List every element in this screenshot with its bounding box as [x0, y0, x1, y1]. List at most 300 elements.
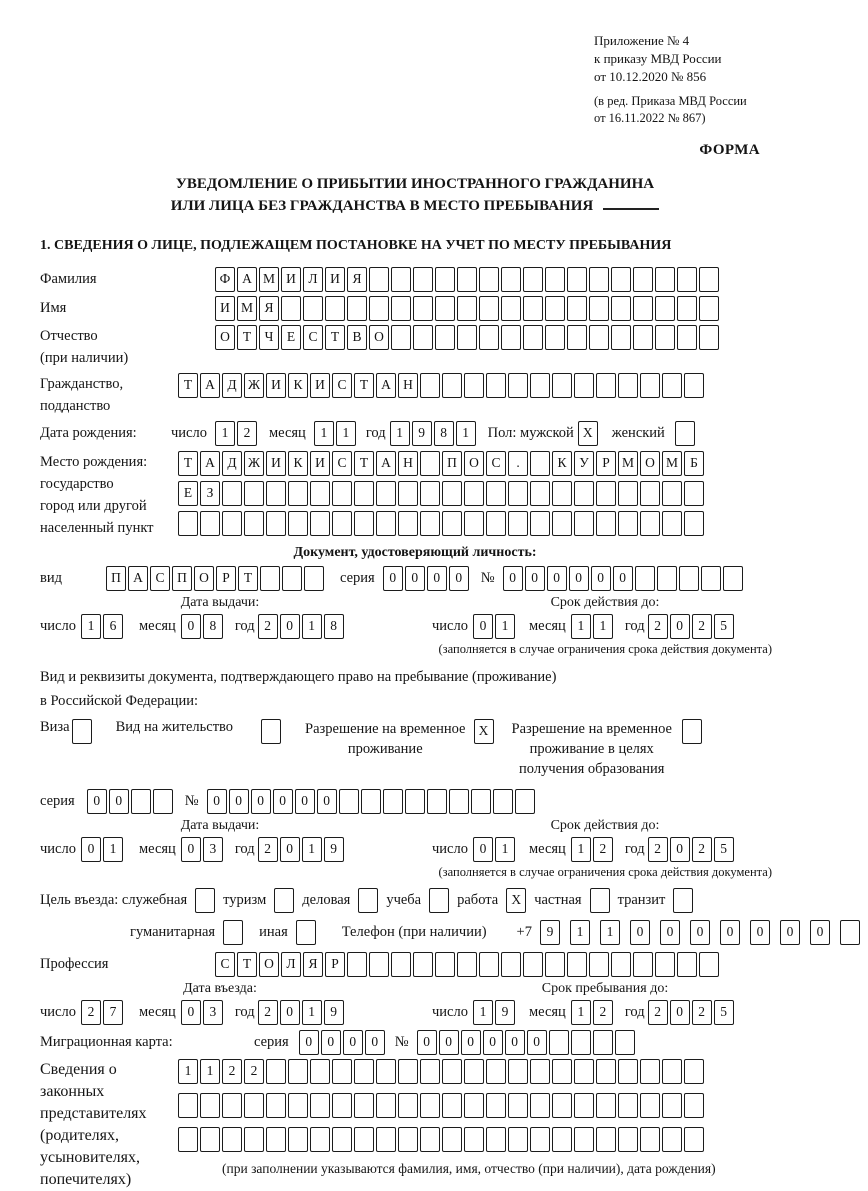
- char-cell-empty[interactable]: [261, 719, 281, 744]
- char-cell-empty[interactable]: [391, 267, 411, 292]
- char-cell-empty[interactable]: [420, 1059, 440, 1084]
- char-cell-filled[interactable]: 0: [473, 837, 493, 862]
- char-cell-empty[interactable]: [618, 511, 638, 536]
- char-cell-filled[interactable]: Н: [398, 373, 418, 398]
- char-cell-empty[interactable]: [376, 511, 396, 536]
- char-cell-empty[interactable]: [178, 1093, 198, 1118]
- char-cell-empty[interactable]: [611, 296, 631, 321]
- char-cell-filled[interactable]: 0: [181, 614, 201, 639]
- char-cell-empty[interactable]: [391, 296, 411, 321]
- char-cell-filled[interactable]: О: [464, 451, 484, 476]
- char-cell-empty[interactable]: [413, 267, 433, 292]
- char-cell-empty[interactable]: [376, 1127, 396, 1152]
- char-cell-empty[interactable]: [574, 1059, 594, 1084]
- char-cell-empty[interactable]: [391, 952, 411, 977]
- char-cell-empty[interactable]: [655, 296, 675, 321]
- char-cell-filled[interactable]: П: [106, 566, 126, 591]
- char-cell-filled[interactable]: 1: [495, 614, 515, 639]
- char-cell-filled[interactable]: И: [310, 451, 330, 476]
- char-cell-filled[interactable]: О: [640, 451, 660, 476]
- char-cell-filled[interactable]: 0: [251, 789, 271, 814]
- char-cell-empty[interactable]: [200, 1127, 220, 1152]
- char-cell-empty[interactable]: [222, 1093, 242, 1118]
- char-cell-empty[interactable]: [684, 511, 704, 536]
- char-cell-empty[interactable]: [413, 325, 433, 350]
- char-cell-empty[interactable]: [131, 789, 151, 814]
- char-cell-empty[interactable]: [662, 1093, 682, 1118]
- char-cell-filled[interactable]: 0: [525, 566, 545, 591]
- char-cell-empty[interactable]: [244, 511, 264, 536]
- char-cell-filled[interactable]: 9: [412, 421, 432, 446]
- char-cell-empty[interactable]: [435, 952, 455, 977]
- char-cell-empty[interactable]: [420, 1093, 440, 1118]
- char-cell-empty[interactable]: [244, 1093, 264, 1118]
- char-cell-filled[interactable]: 2: [648, 837, 668, 862]
- char-cell-empty[interactable]: [486, 373, 506, 398]
- char-cell-empty[interactable]: [429, 888, 449, 913]
- char-cell-filled[interactable]: 8: [203, 614, 223, 639]
- char-cell-empty[interactable]: [567, 325, 587, 350]
- char-cell-empty[interactable]: [464, 481, 484, 506]
- char-cell-empty[interactable]: [288, 511, 308, 536]
- char-cell-empty[interactable]: [523, 267, 543, 292]
- char-cell-filled[interactable]: Я: [303, 952, 323, 977]
- char-cell-empty[interactable]: [552, 1127, 572, 1152]
- char-cell-filled[interactable]: Т: [178, 451, 198, 476]
- char-cell-filled[interactable]: 2: [258, 837, 278, 862]
- char-cell-empty[interactable]: [673, 888, 693, 913]
- char-cell-empty[interactable]: [662, 511, 682, 536]
- char-cell-filled[interactable]: 0: [81, 837, 101, 862]
- char-cell-filled[interactable]: 5: [714, 614, 734, 639]
- char-cell-filled[interactable]: 0: [109, 789, 129, 814]
- char-cell-filled[interactable]: 1: [302, 1000, 322, 1025]
- char-cell-filled[interactable]: Е: [281, 325, 301, 350]
- char-cell-empty[interactable]: [479, 325, 499, 350]
- char-cell-filled[interactable]: 2: [692, 1000, 712, 1025]
- char-cell-empty[interactable]: [640, 511, 660, 536]
- char-cell-empty[interactable]: [684, 481, 704, 506]
- char-cell-filled[interactable]: К: [552, 451, 572, 476]
- char-cell-empty[interactable]: [339, 789, 359, 814]
- char-cell-empty[interactable]: [222, 481, 242, 506]
- char-cell-empty[interactable]: [282, 566, 302, 591]
- char-cell-empty[interactable]: [840, 920, 860, 945]
- char-cell-filled[interactable]: 0: [630, 920, 650, 945]
- char-cell-empty[interactable]: [369, 952, 389, 977]
- char-cell-filled[interactable]: 3: [203, 837, 223, 862]
- char-cell-filled[interactable]: У: [574, 451, 594, 476]
- char-cell-filled[interactable]: Я: [347, 267, 367, 292]
- char-cell-filled[interactable]: П: [442, 451, 462, 476]
- char-cell-empty[interactable]: [574, 511, 594, 536]
- char-cell-filled[interactable]: З: [200, 481, 220, 506]
- char-cell-empty[interactable]: [640, 1093, 660, 1118]
- char-cell-filled[interactable]: С: [486, 451, 506, 476]
- char-cell-empty[interactable]: [662, 1059, 682, 1084]
- char-cell-empty[interactable]: [479, 296, 499, 321]
- char-cell-empty[interactable]: [420, 1127, 440, 1152]
- char-cell-filled[interactable]: 1: [81, 614, 101, 639]
- char-cell-empty[interactable]: [596, 511, 616, 536]
- char-cell-empty[interactable]: [347, 296, 367, 321]
- char-cell-filled[interactable]: 0: [505, 1030, 525, 1055]
- char-cell-filled[interactable]: В: [347, 325, 367, 350]
- char-cell-empty[interactable]: [266, 1093, 286, 1118]
- char-cell-empty[interactable]: [508, 1127, 528, 1152]
- char-cell-empty[interactable]: [223, 920, 243, 945]
- char-cell-empty[interactable]: [266, 481, 286, 506]
- char-cell-empty[interactable]: [281, 296, 301, 321]
- char-cell-empty[interactable]: [457, 325, 477, 350]
- char-cell-empty[interactable]: [618, 481, 638, 506]
- char-cell-filled[interactable]: 0: [280, 837, 300, 862]
- char-cell-empty[interactable]: [178, 1127, 198, 1152]
- char-cell-empty[interactable]: [332, 481, 352, 506]
- char-cell-filled[interactable]: И: [215, 296, 235, 321]
- char-cell-filled[interactable]: 2: [237, 421, 257, 446]
- char-cell-empty[interactable]: [479, 952, 499, 977]
- char-cell-empty[interactable]: [288, 1059, 308, 1084]
- char-cell-filled[interactable]: 0: [527, 1030, 547, 1055]
- char-cell-filled[interactable]: 0: [613, 566, 633, 591]
- char-cell-empty[interactable]: [662, 1127, 682, 1152]
- char-cell-filled[interactable]: А: [128, 566, 148, 591]
- char-cell-empty[interactable]: [523, 296, 543, 321]
- char-cell-empty[interactable]: [479, 267, 499, 292]
- char-cell-empty[interactable]: [655, 325, 675, 350]
- char-cell-filled[interactable]: Ф: [215, 267, 235, 292]
- char-cell-filled[interactable]: 0: [780, 920, 800, 945]
- char-cell-empty[interactable]: [596, 1093, 616, 1118]
- char-cell-filled[interactable]: 2: [593, 837, 613, 862]
- char-cell-filled[interactable]: 2: [81, 1000, 101, 1025]
- char-cell-filled[interactable]: А: [200, 451, 220, 476]
- char-cell-filled[interactable]: Е: [178, 481, 198, 506]
- char-cell-empty[interactable]: [530, 451, 550, 476]
- char-cell-filled[interactable]: Р: [596, 451, 616, 476]
- char-cell-empty[interactable]: [420, 511, 440, 536]
- char-cell-empty[interactable]: [596, 481, 616, 506]
- char-cell-empty[interactable]: [486, 481, 506, 506]
- char-cell-empty[interactable]: [442, 511, 462, 536]
- char-cell-empty[interactable]: [464, 1093, 484, 1118]
- char-cell-filled[interactable]: Р: [216, 566, 236, 591]
- char-cell-empty[interactable]: [593, 1030, 613, 1055]
- char-cell-filled[interactable]: А: [376, 373, 396, 398]
- char-cell-empty[interactable]: [618, 1127, 638, 1152]
- char-cell-empty[interactable]: [296, 920, 316, 945]
- char-cell-empty[interactable]: [655, 267, 675, 292]
- char-cell-filled[interactable]: И: [266, 373, 286, 398]
- char-cell-filled[interactable]: 0: [405, 566, 425, 591]
- char-cell-empty[interactable]: [530, 373, 550, 398]
- char-cell-filled[interactable]: 1: [314, 421, 334, 446]
- char-cell-empty[interactable]: [354, 1093, 374, 1118]
- char-cell-empty[interactable]: [442, 1093, 462, 1118]
- char-cell-empty[interactable]: [596, 373, 616, 398]
- char-cell-empty[interactable]: [332, 1093, 352, 1118]
- char-cell-empty[interactable]: [571, 1030, 591, 1055]
- char-cell-filled[interactable]: 0: [299, 1030, 319, 1055]
- char-cell-empty[interactable]: [677, 325, 697, 350]
- char-cell-empty[interactable]: [435, 296, 455, 321]
- char-cell-filled[interactable]: Д: [222, 373, 242, 398]
- char-cell-empty[interactable]: [530, 511, 550, 536]
- char-cell-empty[interactable]: [354, 1127, 374, 1152]
- char-cell-empty[interactable]: [398, 1093, 418, 1118]
- char-cell-empty[interactable]: [501, 267, 521, 292]
- char-cell-empty[interactable]: [530, 481, 550, 506]
- char-cell-empty[interactable]: [723, 566, 743, 591]
- char-cell-filled[interactable]: 0: [690, 920, 710, 945]
- char-cell-empty[interactable]: [574, 481, 594, 506]
- char-cell-filled[interactable]: 0: [280, 614, 300, 639]
- char-cell-empty[interactable]: [358, 888, 378, 913]
- char-cell-empty[interactable]: [552, 481, 572, 506]
- char-cell-filled[interactable]: 9: [540, 920, 560, 945]
- char-cell-empty[interactable]: [442, 481, 462, 506]
- char-cell-empty[interactable]: [515, 789, 535, 814]
- char-cell-filled[interactable]: А: [200, 373, 220, 398]
- char-cell-filled[interactable]: 1: [593, 614, 613, 639]
- char-cell-empty[interactable]: [596, 1059, 616, 1084]
- char-cell-empty[interactable]: [552, 511, 572, 536]
- char-cell-filled[interactable]: Ч: [259, 325, 279, 350]
- char-cell-empty[interactable]: [567, 267, 587, 292]
- char-cell-filled[interactable]: Т: [354, 451, 374, 476]
- char-cell-filled[interactable]: 0: [181, 837, 201, 862]
- char-cell-filled[interactable]: А: [237, 267, 257, 292]
- char-cell-filled[interactable]: Ж: [244, 451, 264, 476]
- char-cell-empty[interactable]: [545, 325, 565, 350]
- char-cell-empty[interactable]: [274, 888, 294, 913]
- char-cell-empty[interactable]: [633, 267, 653, 292]
- char-cell-empty[interactable]: [596, 1127, 616, 1152]
- char-cell-filled[interactable]: 0: [417, 1030, 437, 1055]
- char-cell-empty[interactable]: [589, 952, 609, 977]
- char-cell-empty[interactable]: [457, 296, 477, 321]
- char-cell-filled[interactable]: М: [618, 451, 638, 476]
- char-cell-filled[interactable]: И: [281, 267, 301, 292]
- char-cell-filled[interactable]: А: [376, 451, 396, 476]
- char-cell-empty[interactable]: [304, 566, 324, 591]
- char-cell-empty[interactable]: [679, 566, 699, 591]
- char-cell-empty[interactable]: [633, 296, 653, 321]
- char-cell-filled[interactable]: 0: [207, 789, 227, 814]
- char-cell-filled[interactable]: Я: [259, 296, 279, 321]
- char-cell-empty[interactable]: [200, 1093, 220, 1118]
- char-cell-filled[interactable]: К: [288, 373, 308, 398]
- char-cell-filled[interactable]: О: [194, 566, 214, 591]
- char-cell-filled[interactable]: Б: [684, 451, 704, 476]
- char-cell-empty[interactable]: [545, 296, 565, 321]
- char-cell-empty[interactable]: [523, 325, 543, 350]
- char-cell-empty[interactable]: [442, 373, 462, 398]
- char-cell-empty[interactable]: [618, 373, 638, 398]
- char-cell-empty[interactable]: [508, 373, 528, 398]
- char-cell-empty[interactable]: [427, 789, 447, 814]
- char-cell-filled[interactable]: X: [506, 888, 526, 913]
- char-cell-empty[interactable]: [574, 1127, 594, 1152]
- char-cell-empty[interactable]: [332, 511, 352, 536]
- char-cell-filled[interactable]: 5: [714, 1000, 734, 1025]
- char-cell-filled[interactable]: 0: [483, 1030, 503, 1055]
- char-cell-filled[interactable]: 0: [439, 1030, 459, 1055]
- char-cell-filled[interactable]: 0: [273, 789, 293, 814]
- char-cell-empty[interactable]: [398, 1059, 418, 1084]
- char-cell-empty[interactable]: [195, 888, 215, 913]
- char-cell-filled[interactable]: Р: [325, 952, 345, 977]
- char-cell-empty[interactable]: [684, 373, 704, 398]
- char-cell-empty[interactable]: [369, 296, 389, 321]
- char-cell-filled[interactable]: 0: [660, 920, 680, 945]
- char-cell-filled[interactable]: 0: [569, 566, 589, 591]
- char-cell-filled[interactable]: .: [508, 451, 528, 476]
- char-cell-empty[interactable]: [655, 952, 675, 977]
- char-cell-filled[interactable]: 1: [571, 614, 591, 639]
- char-cell-filled[interactable]: Т: [238, 566, 258, 591]
- char-cell-filled[interactable]: Н: [398, 451, 418, 476]
- char-cell-filled[interactable]: 0: [427, 566, 447, 591]
- char-cell-filled[interactable]: 1: [336, 421, 356, 446]
- char-cell-filled[interactable]: 2: [692, 614, 712, 639]
- char-cell-filled[interactable]: 1: [390, 421, 410, 446]
- char-cell-empty[interactable]: [310, 511, 330, 536]
- char-cell-empty[interactable]: [640, 373, 660, 398]
- char-cell-filled[interactable]: Т: [325, 325, 345, 350]
- char-cell-filled[interactable]: X: [474, 719, 494, 744]
- char-cell-filled[interactable]: Т: [178, 373, 198, 398]
- char-cell-empty[interactable]: [633, 325, 653, 350]
- char-cell-filled[interactable]: 2: [648, 1000, 668, 1025]
- char-cell-empty[interactable]: [611, 325, 631, 350]
- char-cell-filled[interactable]: 3: [203, 1000, 223, 1025]
- char-cell-filled[interactable]: Т: [237, 952, 257, 977]
- char-cell-empty[interactable]: [699, 267, 719, 292]
- char-cell-filled[interactable]: 0: [591, 566, 611, 591]
- char-cell-empty[interactable]: [398, 511, 418, 536]
- char-cell-filled[interactable]: 2: [244, 1059, 264, 1084]
- char-cell-filled[interactable]: О: [369, 325, 389, 350]
- char-cell-empty[interactable]: [508, 1059, 528, 1084]
- char-cell-empty[interactable]: [435, 267, 455, 292]
- char-cell-empty[interactable]: [288, 1093, 308, 1118]
- char-cell-empty[interactable]: [590, 888, 610, 913]
- char-cell-filled[interactable]: 0: [670, 614, 690, 639]
- char-cell-empty[interactable]: [567, 296, 587, 321]
- char-cell-empty[interactable]: [699, 952, 719, 977]
- char-cell-empty[interactable]: [662, 373, 682, 398]
- char-cell-filled[interactable]: 0: [720, 920, 740, 945]
- char-cell-empty[interactable]: [552, 1059, 572, 1084]
- char-cell-empty[interactable]: [310, 481, 330, 506]
- char-cell-filled[interactable]: 2: [258, 1000, 278, 1025]
- char-cell-empty[interactable]: [662, 481, 682, 506]
- char-cell-filled[interactable]: Т: [354, 373, 374, 398]
- char-cell-filled[interactable]: Т: [237, 325, 257, 350]
- char-cell-empty[interactable]: [640, 1127, 660, 1152]
- char-cell-empty[interactable]: [398, 481, 418, 506]
- char-cell-empty[interactable]: [464, 1059, 484, 1084]
- char-cell-empty[interactable]: [501, 325, 521, 350]
- char-cell-empty[interactable]: [701, 566, 721, 591]
- char-cell-filled[interactable]: 2: [648, 614, 668, 639]
- char-cell-filled[interactable]: 1: [456, 421, 476, 446]
- char-cell-filled[interactable]: С: [215, 952, 235, 977]
- char-cell-filled[interactable]: 0: [810, 920, 830, 945]
- char-cell-empty[interactable]: [552, 1093, 572, 1118]
- char-cell-filled[interactable]: 1: [200, 1059, 220, 1084]
- char-cell-empty[interactable]: [413, 296, 433, 321]
- char-cell-filled[interactable]: С: [332, 373, 352, 398]
- char-cell-filled[interactable]: С: [150, 566, 170, 591]
- char-cell-filled[interactable]: X: [578, 421, 598, 446]
- char-cell-empty[interactable]: [552, 373, 572, 398]
- char-cell-empty[interactable]: [310, 1127, 330, 1152]
- char-cell-filled[interactable]: 8: [434, 421, 454, 446]
- char-cell-empty[interactable]: [508, 1093, 528, 1118]
- char-cell-filled[interactable]: 2: [222, 1059, 242, 1084]
- char-cell-empty[interactable]: [549, 1030, 569, 1055]
- char-cell-empty[interactable]: [589, 296, 609, 321]
- char-cell-empty[interactable]: [369, 267, 389, 292]
- char-cell-filled[interactable]: 0: [317, 789, 337, 814]
- char-cell-empty[interactable]: [200, 511, 220, 536]
- char-cell-filled[interactable]: 0: [503, 566, 523, 591]
- char-cell-empty[interactable]: [178, 511, 198, 536]
- char-cell-empty[interactable]: [657, 566, 677, 591]
- char-cell-empty[interactable]: [464, 511, 484, 536]
- char-cell-empty[interactable]: [615, 1030, 635, 1055]
- char-cell-empty[interactable]: [508, 481, 528, 506]
- char-cell-empty[interactable]: [376, 1059, 396, 1084]
- char-cell-empty[interactable]: [457, 267, 477, 292]
- char-cell-empty[interactable]: [640, 481, 660, 506]
- char-cell-filled[interactable]: 1: [103, 837, 123, 862]
- char-cell-empty[interactable]: [574, 1093, 594, 1118]
- char-cell-filled[interactable]: П: [172, 566, 192, 591]
- char-cell-empty[interactable]: [635, 566, 655, 591]
- char-cell-filled[interactable]: 5: [714, 837, 734, 862]
- char-cell-filled[interactable]: Д: [222, 451, 242, 476]
- char-cell-empty[interactable]: [266, 1059, 286, 1084]
- char-cell-filled[interactable]: О: [215, 325, 235, 350]
- char-cell-filled[interactable]: Л: [281, 952, 301, 977]
- char-cell-empty[interactable]: [545, 952, 565, 977]
- char-cell-empty[interactable]: [486, 511, 506, 536]
- char-cell-empty[interactable]: [464, 373, 484, 398]
- char-cell-filled[interactable]: М: [662, 451, 682, 476]
- char-cell-empty[interactable]: [545, 267, 565, 292]
- char-cell-empty[interactable]: [684, 1127, 704, 1152]
- char-cell-filled[interactable]: 1: [570, 920, 590, 945]
- char-cell-filled[interactable]: 0: [473, 614, 493, 639]
- char-cell-empty[interactable]: [442, 1059, 462, 1084]
- char-cell-empty[interactable]: [684, 1059, 704, 1084]
- char-cell-empty[interactable]: [675, 421, 695, 446]
- char-cell-filled[interactable]: И: [310, 373, 330, 398]
- char-cell-empty[interactable]: [589, 267, 609, 292]
- char-cell-empty[interactable]: [471, 789, 491, 814]
- char-cell-empty[interactable]: [486, 1127, 506, 1152]
- char-cell-filled[interactable]: Л: [303, 267, 323, 292]
- char-cell-empty[interactable]: [398, 1127, 418, 1152]
- char-cell-empty[interactable]: [530, 1093, 550, 1118]
- char-cell-empty[interactable]: [435, 325, 455, 350]
- char-cell-empty[interactable]: [244, 481, 264, 506]
- char-cell-filled[interactable]: И: [325, 267, 345, 292]
